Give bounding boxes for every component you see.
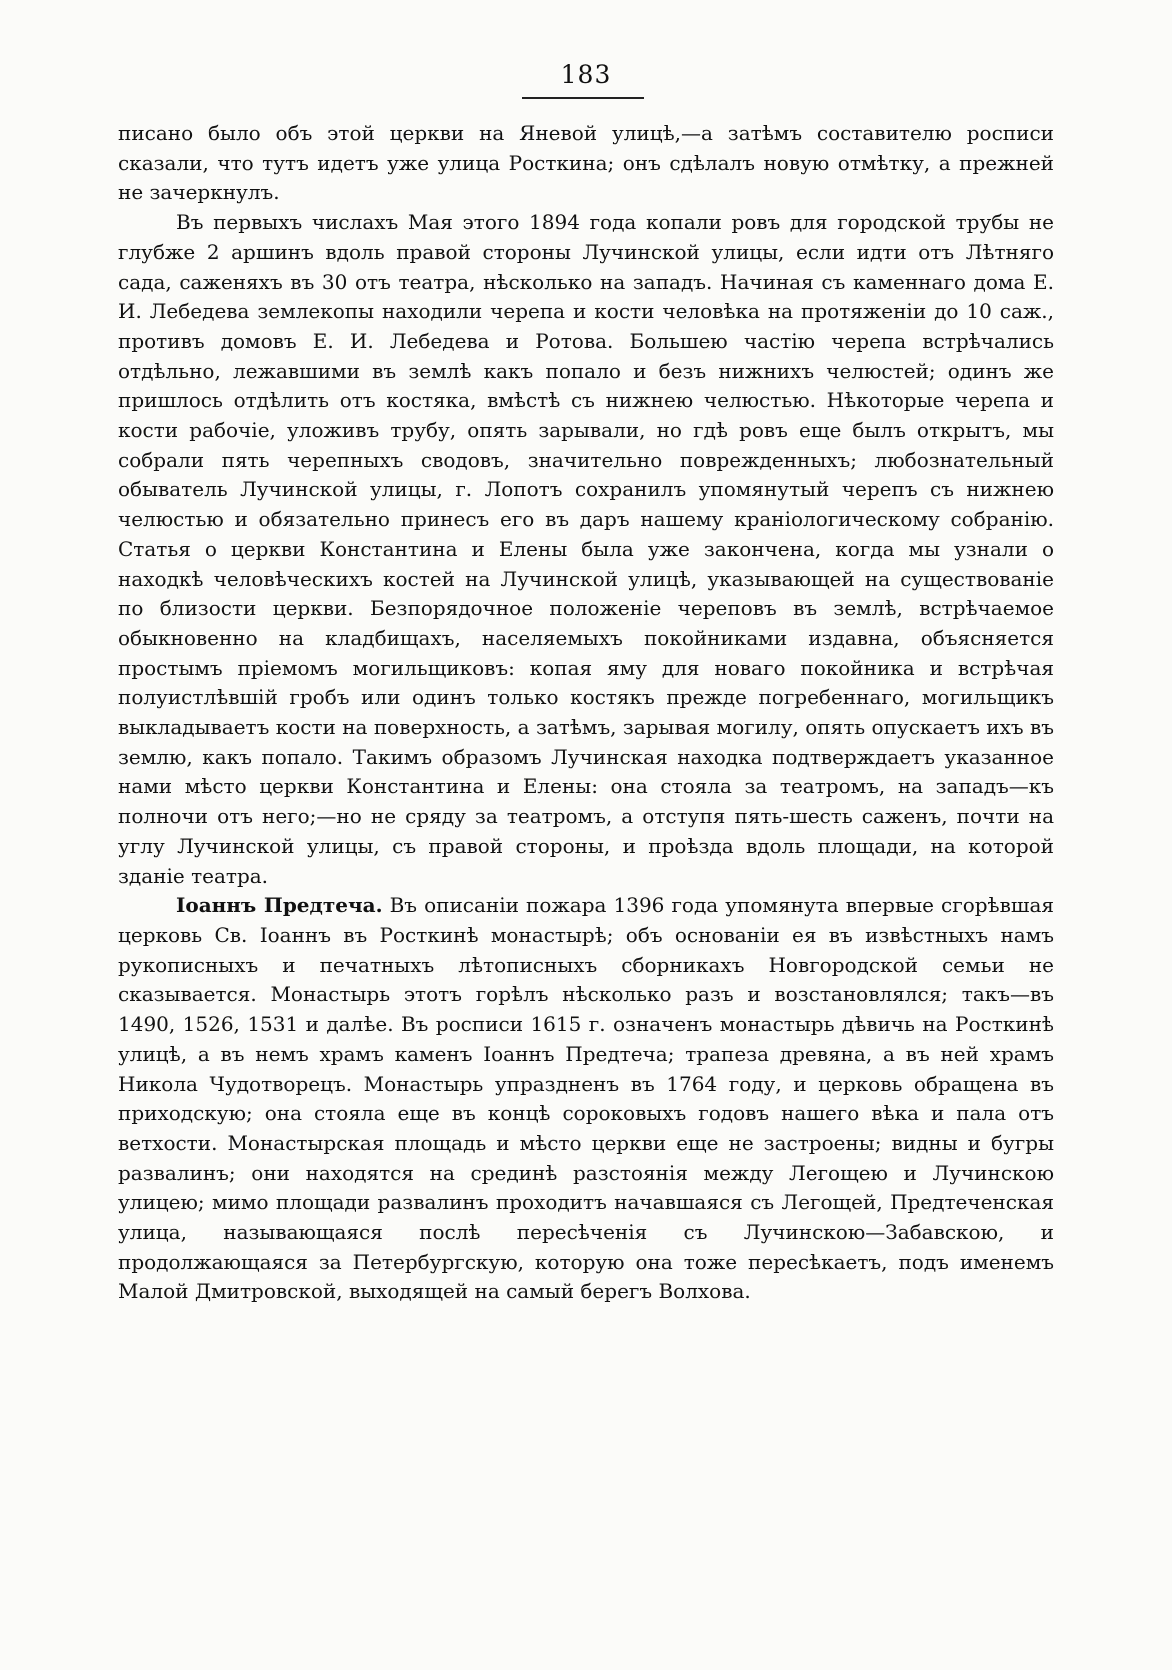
section-heading-ioann-predtecha: Іоаннъ Предтеча.	[176, 893, 383, 918]
header-rule	[522, 97, 644, 99]
paragraph-continuation: писано было объ этой церкви на Яневой улицѣ,—а затѣмъ составителю росписи сказали, что тутъ идетъ уже улица Росткина; онъ сдѣлалъ новую отмѣтку, а прежней не зачеркнулъ.	[118, 121, 1054, 205]
body-text	[118, 119, 1054, 1307]
page-number: 183	[560, 60, 612, 89]
paragraph-ioann-predtecha-text: Въ описаніи пожара 1396 года упомянута впервые сгорѣвшая церковь Св. Іоаннъ въ Росткинѣ монастырѣ; объ основаніи ея въ извѣстныхъ намъ рукописныхъ и печатныхъ лѣтописныхъ сборникахъ Новгородской семьи не сказывается. Монастырь этотъ горѣлъ нѣсколько разъ и возстановлялся; такъ—въ 1490, 1526, 1531 и далѣе. Въ росписи 1615 г. означенъ монастырь дѣвичь на Росткинѣ улицѣ, а въ немъ храмъ каменъ Іоаннъ Предтеча; трапеза древяна, а въ ней храмъ Никола Чудотворецъ. Монастырь упраздненъ въ 1764 году, и церковь обращена въ приходскую; она стояла еще въ концѣ сороковыхъ годовъ нашего вѣка и пала отъ ветхости. Монастырская площадь и мѣсто церкви еще не застроены; видны и бугры развалинъ; они находятся на срединѣ разстоянія между Легощею и Лучинскою улицею; мимо площади развалинъ проходитъ начавшаяся съ Легощей, Предтеченская улица, называющаяся послѣ пересѣченія съ Лучинскою—Забавскою, и продолжающаяся за Петербургскую, которую она тоже пересѣкаетъ, подъ именемъ Малой Дмитровской, выходящей на самый берегъ Волхова.	[118, 893, 1055, 1304]
paragraph-ioann-predtecha	[118, 891, 1054, 1307]
paragraph-luchinskaya-find: Въ первыхъ числахъ Мая этого 1894 года копали ровъ для городской трубы не глубже 2 аршинъ вдоль правой стороны Лучинской улицы, если идти отъ Лѣтняго сада, саженяхъ въ 30 отъ театра, нѣсколько на западъ. Начиная съ каменнаго дома Е. И. Лебедева землекопы находили черепа и кости человѣка на протяженіи до 10 саж., противъ домовъ Е. И. Лебедева и Ротова. Большею частію черепа встрѣчались отдѣльно, лежавшими въ землѣ какъ попало и безъ нижнихъ челюстей; одинъ же пришлось отдѣлить отъ костяка, вмѣстѣ съ нижнею челюстью. Нѣкоторые черепа и кости рабочіе, уложивъ трубу, опять зарывали, но гдѣ ровъ еще былъ открытъ, мы собрали пять черепныхъ сводовъ, значительно поврежденныхъ; любознательный обыватель Лучинской улицы, г. Лопотъ сохранилъ упомянутый черепъ съ нижнею челюстью и обязательно принесъ его въ даръ нашему краніологическому собранію. Статья о церкви Константина и Елены была уже закончена, когда мы узнали о находкѣ человѣческихъ костей на Лучинской улицѣ, указывающей на существованіе по близости церкви. Безпорядочное положеніе череповъ въ землѣ, встрѣчаемое обыкновенно на кладбищахъ, населяемыхъ покойниками издавна, объясняется простымъ пріемомъ могильщиковъ: копая яму для новаго покойника и встрѣчая полуистлѣвшій гробъ или одинъ только костякъ прежде погребеннаго, могильщикъ выкладываетъ кости на поверхность, а затѣмъ, зарывая могилу, опять опускаетъ ихъ въ землю, какъ попало. Такимъ образомъ Лучинская находка подтверждаетъ указанное нами мѣсто церкви Константина и Елены: она стояла за театромъ, на западъ—къ полночи отъ него;—но не сряду за театромъ, а отступя пять-шесть саженъ, почти на углу Лучинской улицы, съ правой стороны, и проѣзда вдоль площади, на которой зданіе театра.	[118, 210, 1054, 888]
